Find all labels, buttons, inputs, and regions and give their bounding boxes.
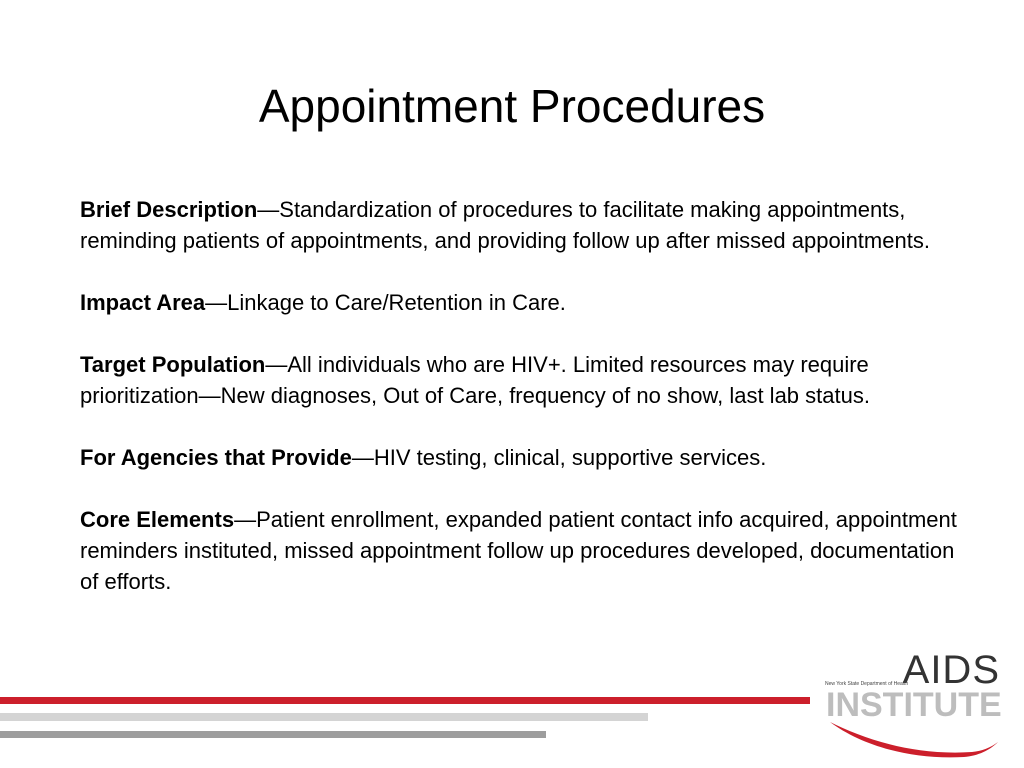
logo-small-text: New York State Department of Health: [825, 681, 909, 687]
decorative-red-bar: [0, 697, 810, 704]
section-label: Impact Area: [80, 290, 206, 315]
section-brief-description: [80, 194, 960, 256]
section-target-population: [80, 349, 960, 411]
section-text: —Patient enrollment, expanded patient contact info acquired, appointment reminders instituted, missed appointment follow up procedures developed, documentation of efforts.: [80, 507, 957, 594]
section-text: —Standardization of procedures to facilitate making appointments, reminding patients of appointments, and providing follow up after missed appointments.: [80, 197, 930, 253]
section-label: For Agencies that Provide: [80, 445, 352, 470]
decorative-dark-gray-bar: [0, 731, 546, 738]
section-core-elements: [80, 504, 960, 597]
section-for-agencies: [80, 442, 960, 473]
section-label: Core Elements: [80, 507, 235, 532]
aids-institute-logo: [822, 650, 1002, 758]
slide-body: [80, 194, 960, 628]
section-impact-area: [80, 287, 960, 318]
decorative-light-gray-bar: [0, 713, 648, 721]
section-text: —All individuals who are HIV+. Limited resources may require prioritization—New diagnoses, Out of Care, frequency of no show, last lab status.: [80, 352, 870, 408]
logo-bottom-text: INSTITUTE: [826, 686, 1002, 724]
section-text: —Linkage to Care/Retention in Care.: [205, 290, 566, 315]
section-label: Brief Description: [80, 197, 258, 222]
slide-title: Appointment Procedures: [258, 80, 766, 132]
logo-swoosh-icon: [822, 708, 1002, 758]
section-text: —HIV testing, clinical, supportive services.: [351, 445, 767, 470]
logo-top-text: AIDS: [902, 648, 1000, 692]
section-label: Target Population: [80, 352, 266, 377]
